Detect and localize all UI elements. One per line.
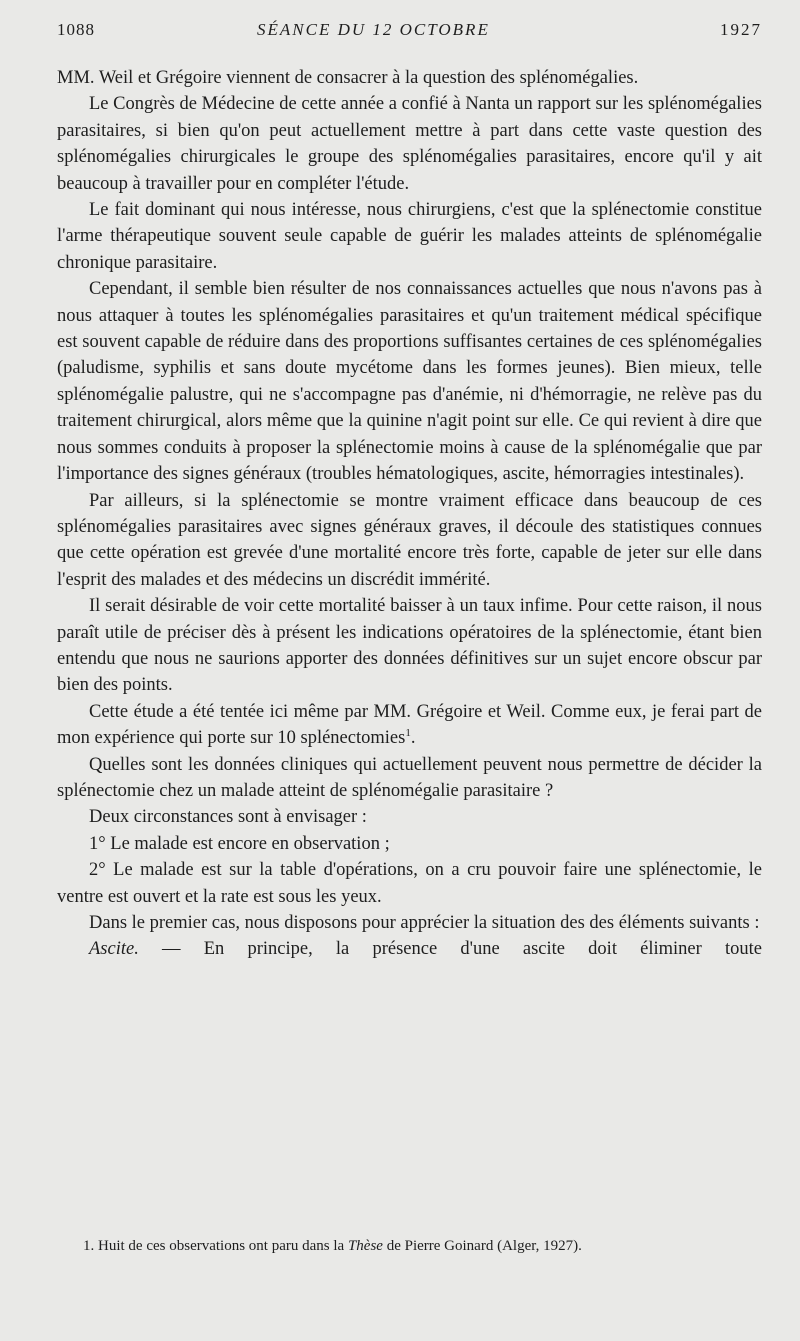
page-header [57,20,762,48]
footnote-title: Thèse [347,1238,383,1254]
footnote-reference: 1 [405,727,411,739]
header-year: 1927 [720,20,762,39]
paragraph: Par ailleurs, si la splénectomie se montre vraiment efficace dans beaucoup de ces splénomégalies parasitaires avec signes généraux graves, il découle des statistiques connues que cette opération est grevée d'une mortalité encore très forte, capable de jeter sur elle dans l'esprit des malades et des médecins un discrédit immérité. [57,490,762,590]
paragraph: Quelles sont les données cliniques qui actuellement peuvent nous permettre de décider la splénectomie chez un malade atteint de splénomégalie parasitaire ? [57,754,762,801]
running-title: SÉANCE DU 12 OCTOBRE [257,20,490,39]
list-item: 1° Le malade est encore en observation ; [89,833,390,854]
paragraph: Il serait désirable de voir cette mortalité baisser à un taux infime. Pour cette raison, il nous paraît utile de préciser dès à présent les indications opératoires de la splénectomie, étant bien entendu que nous ne saurions apporter des données définitives sur un sujet encore obscur par bien des points. [57,596,762,696]
paragraph: Deux circonstances sont à envisager : [89,807,367,828]
footnote: 1. Huit de ces observations ont paru dans la Thèse de Pierre Goinard (Alger, 1927). [83,1238,582,1254]
section-lead: Ascite. [89,939,139,960]
paragraph: MM. Weil et Grégoire viennent de consacrer à la question des splénomégalies. [57,68,639,88]
footnote-number: 1. [83,1238,95,1254]
page-number: 1088 [57,20,95,39]
paragraph: Ascite. — En principe, la présence d'une ascite doit éliminer toute [89,939,762,960]
list-item: 2° Le malade est sur la table d'opérations, on a cru pouvoir faire une splénectomie, le ventre est ouvert et la rate est sous les yeux. [57,860,762,907]
paragraph: Cependant, il semble bien résulter de nos connaissances actuelles que nous n'avons pas à nous attaquer à toutes les splénomégalies parasitaires et qu'un traitement médical spécifique est souvent capable de réduire dans des proportions suffisantes certaines de ces splénomégalies (paludisme, syphilis et sans doute mycétome dans les formes jeunes). Bien mieux, telle splénomégalie palustre, qui ne s'accompagne pas d'anémie, ni d'hémorragie, ne relève pas du traitement chirurgical, alors même que la quinine n'agit point sur elle. Ce qui revient à dire que nous sommes conduits à proposer la splénectomie moins à cause de la splénomégalie que par l'importance des signes généraux (troubles hématologiques, ascite, hémorragies intestinales). [57,279,762,485]
paragraph: Dans le premier cas, nous disposons pour apprécier la situation des des éléments suivants : [89,913,760,933]
paragraph: Le Congrès de Médecine de cette année a confié à Nanta un rapport sur les splénomégalies parasitaires, si bien qu'on peut actuellement mettre à part dans cette vaste question des splénomégalies chirurgicales le groupe des splénomégalies parasitaires, encore qu'il y ait beaucoup à travailler pour en compléter l'étude. [57,94,762,194]
body-text [57,65,762,963]
paragraph: Cette étude a été tentée ici même par MM. Grégoire et Weil. Comme eux, je ferai part de mon expérience qui porte sur 10 splénectomies$^1$. [57,701,762,749]
paragraph: Le fait dominant qui nous intéresse, nous chirurgiens, c'est que la splénectomie constitue l'arme thérapeutique souvent seule capable de guérir les malades atteints de splénomégalie chronique parasitaire. [57,200,762,273]
